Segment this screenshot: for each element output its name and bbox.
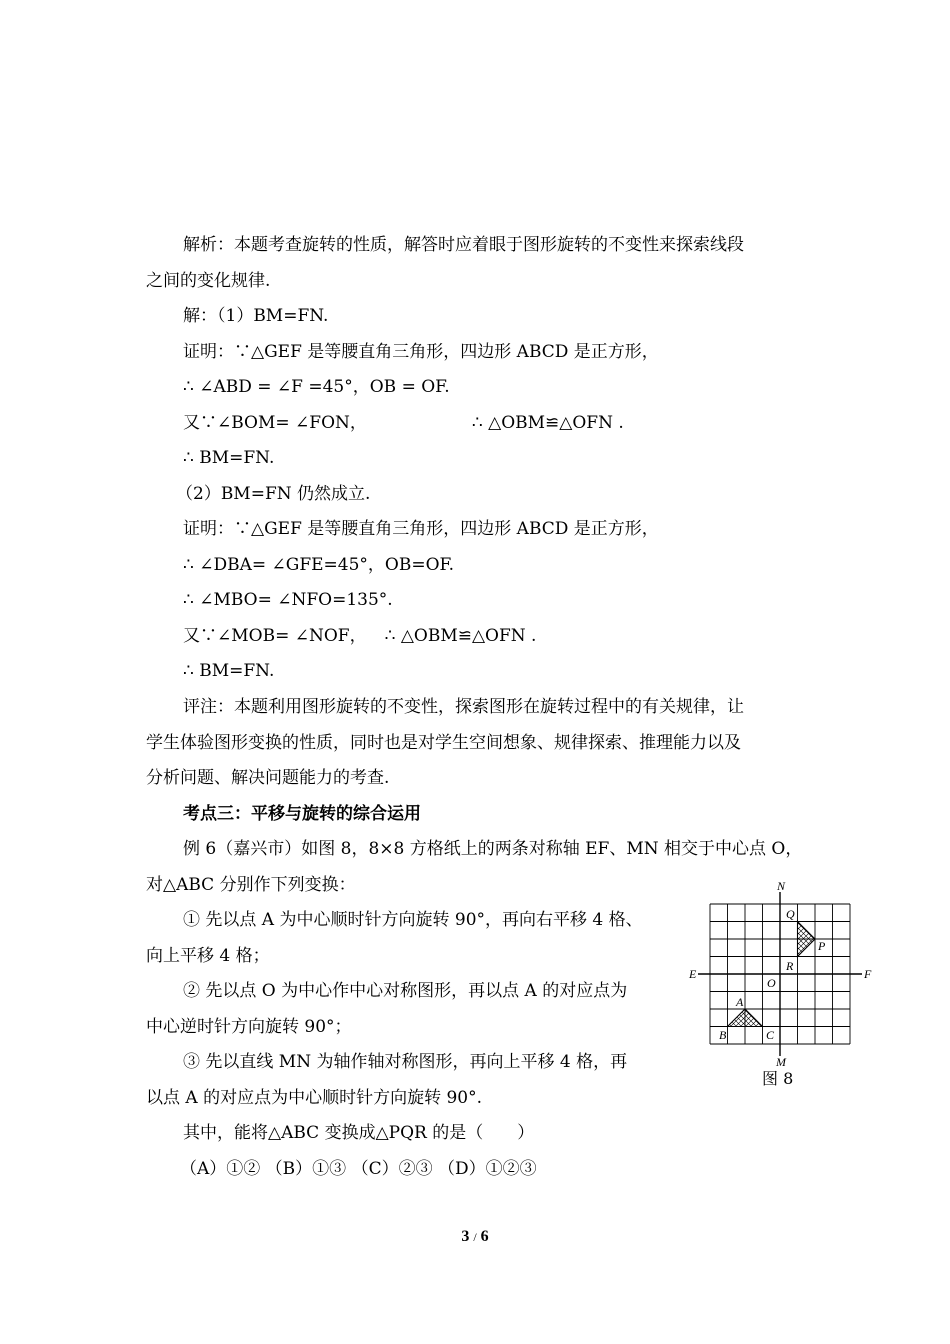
page-current: 3 xyxy=(461,1228,470,1245)
proof-1-line-1: 证明：∵△GEF 是等腰直角三角形，四边形 ABCD 是正方形， xyxy=(183,342,659,362)
label-r: R xyxy=(786,959,794,973)
proof-2-line-2: ∴ ∠DBA= ∠GFE=45°，OB=OF. xyxy=(183,555,455,575)
page-separator: / xyxy=(473,1230,477,1244)
comment-line-2: 学生体验图形变换的性质，同时也是对学生空间想象、规律探索、推理能力以及 xyxy=(146,733,741,753)
proof-2-line-3: ∴ ∠MBO= ∠NFO=135°. xyxy=(183,590,393,610)
example-line-1: 例 6（嘉兴市）如图 8，8×8 方格纸上的两条对称轴 EF、MN 相交于中心点 O， xyxy=(183,839,803,859)
proof-2-line-4b: ∴ △OBM≌△OFN . xyxy=(384,626,537,646)
option-2-line-2: 中心逆时针方向旋转 90°； xyxy=(146,1017,352,1037)
triangle-pqr xyxy=(798,922,816,957)
figure-caption: 图 8 xyxy=(762,1069,794,1088)
grid-diagram xyxy=(686,876,876,1066)
label-f: F xyxy=(864,967,872,981)
analysis-line-1: 解析：本题考查旋转的性质，解答时应着眼于图形旋转的不变性来探索线段 xyxy=(183,235,744,255)
triangle-abc xyxy=(728,1009,763,1027)
proof-1-line-2: ∴ ∠ABD = ∠F =45°，OB = OF. xyxy=(183,377,450,397)
proof-2-conclusion: ∴ BM=FN. xyxy=(183,661,275,681)
solution-part-2: （2）BM=FN 仍然成立. xyxy=(176,484,371,504)
proof-2-line-4 xyxy=(183,625,536,647)
proof-2-line-4a: 又∵∠MOB= ∠NOF， xyxy=(183,626,367,646)
option-2-line-1: ② 先以点 O 为中心作中心对称图形，再以点 A 的对应点为 xyxy=(183,981,628,1001)
analysis-line-2: 之间的变化规律. xyxy=(146,271,271,291)
label-n: N xyxy=(777,879,786,893)
page-number xyxy=(0,1228,950,1246)
example-line-2: 对△ABC 分别作下列变换： xyxy=(146,875,356,895)
option-1-line-1: ① 先以点 A 为中心顺时针方向旋转 90°，再向右平移 4 格、 xyxy=(183,910,643,930)
label-p: P xyxy=(818,939,826,953)
option-1-line-2: 向上平移 4 格； xyxy=(146,946,270,966)
section-heading: 考点三：平移与旋转的综合运用 xyxy=(183,804,421,824)
proof-2-line-1: 证明：∵△GEF 是等腰直角三角形，四边形 ABCD 是正方形， xyxy=(183,519,659,539)
label-e: E xyxy=(689,967,697,981)
label-a: A xyxy=(736,995,744,1009)
page-total: 6 xyxy=(480,1228,489,1245)
label-c: C xyxy=(766,1028,775,1042)
option-3-line-2: 以点 A 的对应点为中心顺时针方向旋转 90°. xyxy=(146,1088,483,1108)
label-m: M xyxy=(776,1055,786,1066)
option-3-line-1: ③ 先以直线 MN 为轴作轴对称图形，再向上平移 4 格，再 xyxy=(183,1052,628,1072)
label-b: B xyxy=(719,1028,727,1042)
solution-part-1: 解：（1）BM=FN. xyxy=(183,306,329,326)
answer-choices: （A）①② （B）①③ （C）②③ （D）①②③ xyxy=(180,1159,537,1179)
comment-line-3: 分析问题、解决问题能力的考查. xyxy=(146,768,390,788)
label-q: Q xyxy=(786,907,795,921)
comment-line-1: 评注：本题利用图形旋转的不变性，探索图形在旋转过程中的有关规律，让 xyxy=(183,697,744,717)
proof-1-line-3a: 又∵∠BOM= ∠FON， xyxy=(183,413,367,433)
figure-8 xyxy=(686,876,876,1086)
proof-1-line-3 xyxy=(183,412,624,434)
proof-1-conclusion: ∴ BM=FN. xyxy=(183,448,275,468)
question-prompt: 其中，能将△ABC 变换成△PQR 的是（ ） xyxy=(183,1123,535,1143)
label-o: O xyxy=(767,976,776,990)
proof-1-line-3b: ∴ △OBM≌△OFN . xyxy=(471,413,624,433)
